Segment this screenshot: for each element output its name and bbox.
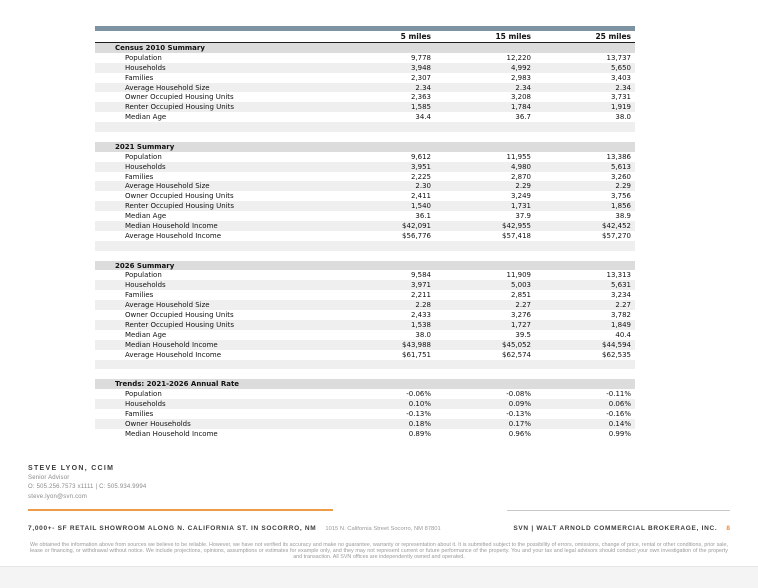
column-header-row [95,31,635,43]
row-value: $61,751 [402,350,431,359]
table-row [95,399,635,409]
row-value: 5,631 [610,281,631,290]
table-row [95,102,635,112]
footer-bar [28,525,730,532]
row-value: 9,612 [410,152,431,161]
row-value: 5,650 [610,63,631,72]
table-row [95,53,635,63]
row-value: 13,386 [606,152,631,161]
table-row [95,172,635,182]
brokerage-name: SVN | WALT ARNOLD COMMERCIAL BROKERAGE, INC. [513,525,718,532]
row-value: -0.16% [606,409,631,418]
advisor-phone: O: 505.256.7573 x1111 | C: 505.934.9994 [28,483,147,490]
advisor-name: STEVE LYON, CCIM [28,465,115,472]
row-value: 2,363 [410,93,431,102]
property-address: 1015 N. California Street Socorro, NM 87801 [325,526,441,532]
row-value: $57,418 [502,231,531,240]
table-row [95,201,635,211]
row-value: 0.14% [608,419,631,428]
advisor-title: Senior Advisor [28,475,70,481]
orange-divider-line [28,509,333,511]
table-row [95,419,635,429]
spacer-row [95,369,635,379]
section-title: Census 2010 Summary [115,43,205,52]
row-value: 2.29 [615,182,631,191]
table-row [95,429,635,439]
row-value: 2,307 [410,73,431,82]
row-value: 38.0 [415,330,431,339]
row-value: 4,980 [510,162,531,171]
row-value: 1,919 [610,103,631,112]
table-row [95,340,635,350]
row-value: -0.13% [506,409,531,418]
property-title: 7,000+- SF RETAIL SHOWROOM ALONG N. CALIFORNIA ST. IN SOCORRO, NM [28,525,317,532]
disclaimer-text: We obtained the information above from sources we believe to be reliable. However, we have not verified its accuracy and make no guarantee, warranty or representation about it. It is submitted subject to the possibility of errors, omissions, change of price, rental or other conditions, prior sale, lease or financing, or withdrawal without notice. We include projections, opinions, assumptions or estimates for example only, and they may not represent current or future performance of the property. You and your tax and legal advisors should conduct your own investigation of the property and transaction. All SVN offices are independently owned and operated. [30,542,728,561]
row-label: Average Household Size [125,301,210,310]
row-value: 1,856 [610,202,631,211]
row-value: 3,234 [610,291,631,300]
table-row [95,350,635,360]
spacer-row [95,122,635,132]
row-label: Median Age [125,212,167,221]
row-label: Population [125,53,162,62]
row-label: Renter Occupied Housing Units [125,202,235,211]
row-label: Average Household Income [125,231,221,240]
table-row [95,221,635,231]
row-value: -0.13% [406,409,431,418]
row-label: Households [125,281,166,290]
row-value: 3,756 [610,192,631,201]
row-value: 9,778 [410,53,431,62]
section-header-row [95,43,635,53]
table-row [95,162,635,172]
column-header-25-miles: 25 miles [595,32,631,41]
table-row [95,300,635,310]
row-value: 0.10% [408,400,431,408]
row-label: Families [125,172,154,181]
row-value: 2,870 [510,172,531,181]
row-value: 3,971 [410,281,431,290]
table-row [95,280,635,290]
row-value: $42,091 [402,221,431,230]
column-header-15-miles: 15 miles [495,32,531,41]
row-label: Owner Occupied Housing Units [125,192,234,201]
spacer-row [95,132,635,142]
viewer-bottom-strip [0,566,758,588]
row-value: 1,849 [610,320,631,329]
row-label: Population [125,271,162,280]
row-label: Owner Occupied Housing Units [125,310,234,319]
table-row [95,191,635,201]
section-header-row [95,261,635,271]
row-value: 38.0 [615,113,631,122]
table-row [95,290,635,300]
section-title: 2026 Summary [115,261,175,270]
table-row [95,310,635,320]
row-value: 2,851 [510,291,531,300]
row-value: 2.34 [615,83,631,92]
row-value: 1,727 [510,320,531,329]
row-value: 36.7 [515,113,531,122]
table-row [95,211,635,221]
row-label: Median Age [125,113,167,122]
row-label: Average Household Income [125,350,221,359]
row-value: 38.9 [615,212,631,221]
table-row [95,83,635,93]
row-value: 39.5 [515,330,531,339]
row-value: 1,538 [410,320,431,329]
row-label: Households [125,162,166,171]
row-value: 1,731 [510,202,531,211]
row-value: 0.18% [408,419,431,428]
table-row [95,92,635,102]
row-value: 3,403 [610,73,631,82]
row-value: $57,270 [602,231,631,240]
row-value: 0.06% [608,400,631,408]
row-value: 3,731 [610,93,631,102]
row-value: -0.06% [406,390,431,399]
table-row [95,73,635,83]
table-row [95,389,635,399]
spacer-row [95,360,635,370]
section-header-row [95,379,635,389]
row-value: 36.1 [415,212,431,221]
gray-divider-line [507,510,730,511]
table-row [95,63,635,73]
row-value: 2.34 [415,83,431,92]
row-value: -0.11% [606,390,631,399]
footer-right-group [513,525,730,532]
section-title: 2021 Summary [115,142,175,151]
row-label: Owner Households [125,419,191,428]
spacer-row [95,251,635,261]
row-value: 2.30 [415,182,431,191]
table-row [95,270,635,280]
row-value: $62,535 [602,350,631,359]
row-label: Population [125,152,162,161]
row-value: 0.09% [508,400,531,408]
table-row [95,330,635,340]
row-value: 2,225 [410,172,431,181]
row-value: $62,574 [502,350,531,359]
row-value: 37.9 [515,212,531,221]
row-value: 13,313 [606,271,631,280]
row-value: $44,594 [602,340,631,349]
table-row [95,231,635,241]
row-value: $56,776 [402,231,431,240]
page-number: 8 [726,525,730,532]
row-value: 2.28 [415,301,431,310]
spacer-row [95,241,635,251]
row-value: $45,052 [502,340,531,349]
row-label: Population [125,390,162,399]
row-value: 1,540 [410,202,431,211]
table-row [95,409,635,419]
row-label: Median Age [125,330,167,339]
row-value: 2.27 [515,301,531,310]
row-label: Families [125,291,154,300]
row-value: $42,452 [602,221,631,230]
table-row [95,320,635,330]
row-value: 2,983 [510,73,531,82]
row-value: 2.27 [615,301,631,310]
table-row [95,181,635,191]
section-title: Trends: 2021-2026 Annual Rate [115,380,240,389]
row-value: 3,951 [410,162,431,171]
row-value: 1,784 [510,103,531,112]
row-value: 3,260 [610,172,631,181]
row-label: Renter Occupied Housing Units [125,103,235,112]
row-value: 3,208 [510,93,531,102]
row-value: 3,782 [610,310,631,319]
row-value: 2,433 [410,310,431,319]
row-value: 2,211 [410,291,431,300]
row-value: 3,276 [510,310,531,319]
row-label: Median Household Income [125,221,218,230]
row-label: Families [125,409,154,418]
row-value: $43,988 [402,340,431,349]
demographics-table [95,26,635,439]
contact-block [28,465,146,500]
row-value: 5,613 [610,162,631,171]
row-label: Owner Occupied Housing Units [125,93,234,102]
column-header-5-miles: 5 miles [400,32,431,41]
row-value: 2.29 [515,182,531,191]
row-value: 0.17% [508,419,531,428]
row-value: 34.4 [415,113,431,122]
row-label: Average Household Size [125,83,210,92]
footer-left-group [28,525,441,532]
row-value: 40.4 [615,330,631,339]
row-value: 0.96% [508,429,531,438]
row-value: -0.08% [506,390,531,399]
row-value: 13,737 [606,53,631,62]
row-label: Households [125,63,166,72]
row-value: 11,909 [506,271,531,280]
row-value: 11,955 [506,152,531,161]
row-label: Households [125,400,166,408]
row-value: 1,585 [410,103,431,112]
row-value: 2,411 [410,192,431,201]
section-header-row [95,142,635,152]
table-row [95,152,635,162]
row-value: 0.89% [408,429,431,438]
row-value: 0.99% [608,429,631,438]
row-value: 9,584 [410,271,431,280]
row-value: 3,948 [410,63,431,72]
row-value: 12,220 [506,53,531,62]
advisor-email-link[interactable]: steve.lyon@svn.com [28,493,88,500]
row-value: $42,955 [502,221,531,230]
row-value: 2.34 [515,83,531,92]
row-value: 5,003 [510,281,531,290]
row-label: Families [125,73,154,82]
row-label: Median Household Income [125,429,218,438]
table-body [95,43,635,439]
row-value: 3,249 [510,192,531,201]
row-label: Renter Occupied Housing Units [125,320,235,329]
row-value: 4,992 [510,63,531,72]
row-label: Average Household Size [125,182,210,191]
row-label: Median Household Income [125,340,218,349]
table-row [95,112,635,122]
